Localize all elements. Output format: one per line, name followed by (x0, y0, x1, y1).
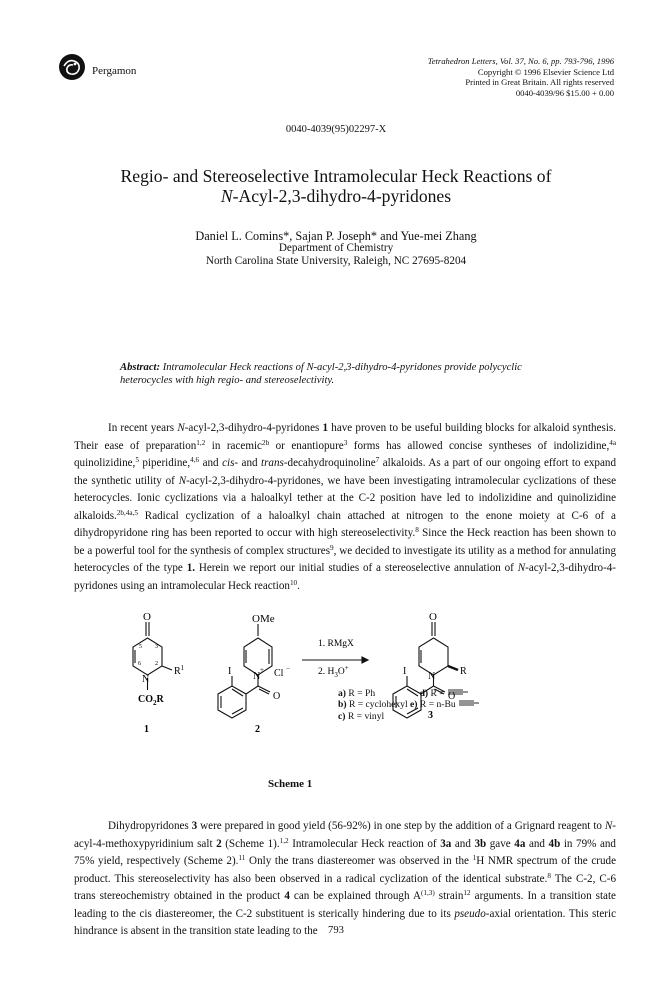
ring-num-5: 5 (139, 644, 142, 650)
copyright-line: Copyright © 1996 Elsevier Science Ltd (477, 66, 614, 77)
paper-title (0, 166, 672, 206)
r-item-key: e) (410, 699, 418, 711)
r1-label: $R^1$ (174, 664, 185, 677)
ring-num-3: 3 (155, 644, 158, 650)
reagent-2: 2. $H_3O^+$ (318, 664, 349, 679)
co2r-label: $CO_2R$ (138, 694, 164, 707)
publisher-name: Pergamon (92, 65, 137, 77)
ring-num-6: 6 (138, 661, 141, 667)
alkyne-icon (447, 688, 469, 696)
compound-3-label: 3 (428, 710, 433, 721)
abstract-label: Abstract: (120, 362, 161, 373)
r-item-text: R = Ph (348, 688, 376, 699)
carbonyl-o-1: O (143, 611, 151, 623)
r-substituent-list (338, 688, 480, 722)
minus-charge: − (286, 665, 290, 673)
compound-2-label: 2 (255, 724, 260, 735)
nitrogen-3: N (428, 671, 436, 682)
r-item-text: R = (430, 688, 445, 699)
document-code: 0040-4039(95)02297-X (285, 124, 387, 135)
r-item-key: c) (338, 710, 346, 722)
plus-charge: + (260, 666, 264, 674)
department: Department of Chemistry (278, 242, 394, 255)
affiliation: North Carolina State University, Raleigh, NC 27695-8204 (205, 254, 467, 267)
ring-num-2: 2 (155, 661, 158, 667)
title-italic-n: N (220, 186, 233, 206)
title-line-2 (0, 186, 672, 206)
page-number: 793 (328, 925, 344, 936)
journal-header (428, 56, 614, 98)
author-names: Daniel L. Comins*, Sajan P. Joseph* and Yue-mei Zhang (195, 229, 477, 243)
carbonyl-o-2: O (273, 691, 281, 702)
nitrogen-1: N (142, 674, 150, 685)
journal-citation: Tetrahedron Letters, Vol. 37, No. 6, pp. 793-796, 1996 (427, 56, 614, 66)
carbonyl-o-3: O (429, 611, 437, 623)
price-line: 0040-4039/96 $15.00 + 0.00 (515, 87, 614, 98)
carbonyl-o-3b: O (448, 691, 456, 702)
reagent-1: 1. RMgX (318, 639, 354, 649)
ome-label: OMe (252, 613, 275, 625)
scheme-1-graphic (116, 610, 556, 810)
abstract-text: Intramolecular Heck reactions of N-acyl-2,3-dihydro-4-pyridones provide polycyclic heterocycles with high regio- and stereoselectivity. (120, 362, 522, 386)
body-paragraph-2: Dihydropyridones 3 were prepared in good yield (56-92%) in one step by the addition of a Grignard reagent to N-acyl-4-methoxypyridinium salt 2 (Scheme 1).$^{1,2}$ Intramolecular Heck reaction of 3a and 3b gave 4a and 4b in 79% and 75% yield, respectively (Scheme 2).$^{11}$ Only the trans diastereomer was observed in the $^1$H NMR spectrum of the crude product. This stereoselectivity has also been observed in a radical cyclization of the identical substrate.$^8$ The C-2, C-6 trans stereochemistry obtained in the product 4 can be explained through A$^{(1,3)}$ strain$^{12}$ arguments. In a transition state leading to the cis diastereomer, the C-2 substituent is sterically hindering due to its pseudo-axial orientation. This steric hindrance is absent in the transition state leading to the (74, 820, 617, 937)
printed-line: Printed in Great Britain. All rights reserved (465, 77, 614, 88)
pergamon-logo-icon (58, 53, 86, 81)
iodine-2: I (228, 666, 232, 677)
r-label-3: R (460, 666, 467, 677)
r-item-text: R = n-Bu (419, 699, 456, 711)
author-block (0, 230, 672, 267)
r-item-text: R = cyclohexyl (348, 699, 408, 711)
r-item-key: a) (338, 688, 346, 699)
abstract (120, 362, 560, 387)
chloride-label: Cl (274, 668, 284, 679)
nitrogen-2: N (253, 671, 261, 682)
body-paragraph-1: In recent years N-acyl-2,3-dihydro-4-pyridones 1 have proven to be useful building blocks for alkaloid synthesis. Their ease of preparation$^{1,2}$ in racemic$^{2b}$ or enantiopure$^3$ forms has allowed concise syntheses of indolizidine,$^{4a}$ quinolizidine,$^5$ piperidine,$^{4,6}$ and cis- and trans-decahydroquinoline$^7$ alkaloids. As a part of our ongoing effort to expand the synthetic utility of N-acyl-2,3-dihydro-4-pyridones, we have been investigating intramolecular cyclizations of these heterocycles. Ionic cyclizations via a haloalkyl tether at the C-2 position have led to indolizidine and quinolizidine alkaloids.$^{2b,4a,5}$ Radical cyclization of a haloalkyl chain attached at nitrogen to the enone moiety at C-6 of a dihydropyridone ring has been reported to occur with high stereoselectivity.$^8$ Since the Heck reaction has been shown to be a powerful tool for the synthesis of complex structures$^9$, we decided to investigate its utility as a method for annulating heterocycles of the type 1. Herein we report our initial studies of a stereoselective annulation of N-acyl-2,3-dihydro-4-pyridones using an intramolecular Heck reaction$^{10}$. (74, 422, 617, 592)
title-line-2-rest: -Acyl-2,3-dihydro-4-pyridones (232, 186, 452, 206)
compound-1-label: 1 (144, 724, 149, 735)
r-item-text: R = vinyl (347, 710, 385, 722)
iodine-3: I (403, 666, 407, 677)
alkyne-icon (458, 699, 480, 707)
r-item-key: b) (338, 699, 347, 711)
r-item-key: d) (419, 688, 429, 699)
title-line-1: Regio- and Stereoselective Intramolecular Heck Reactions of (120, 166, 552, 186)
scheme-caption: Scheme 1 (268, 778, 313, 790)
